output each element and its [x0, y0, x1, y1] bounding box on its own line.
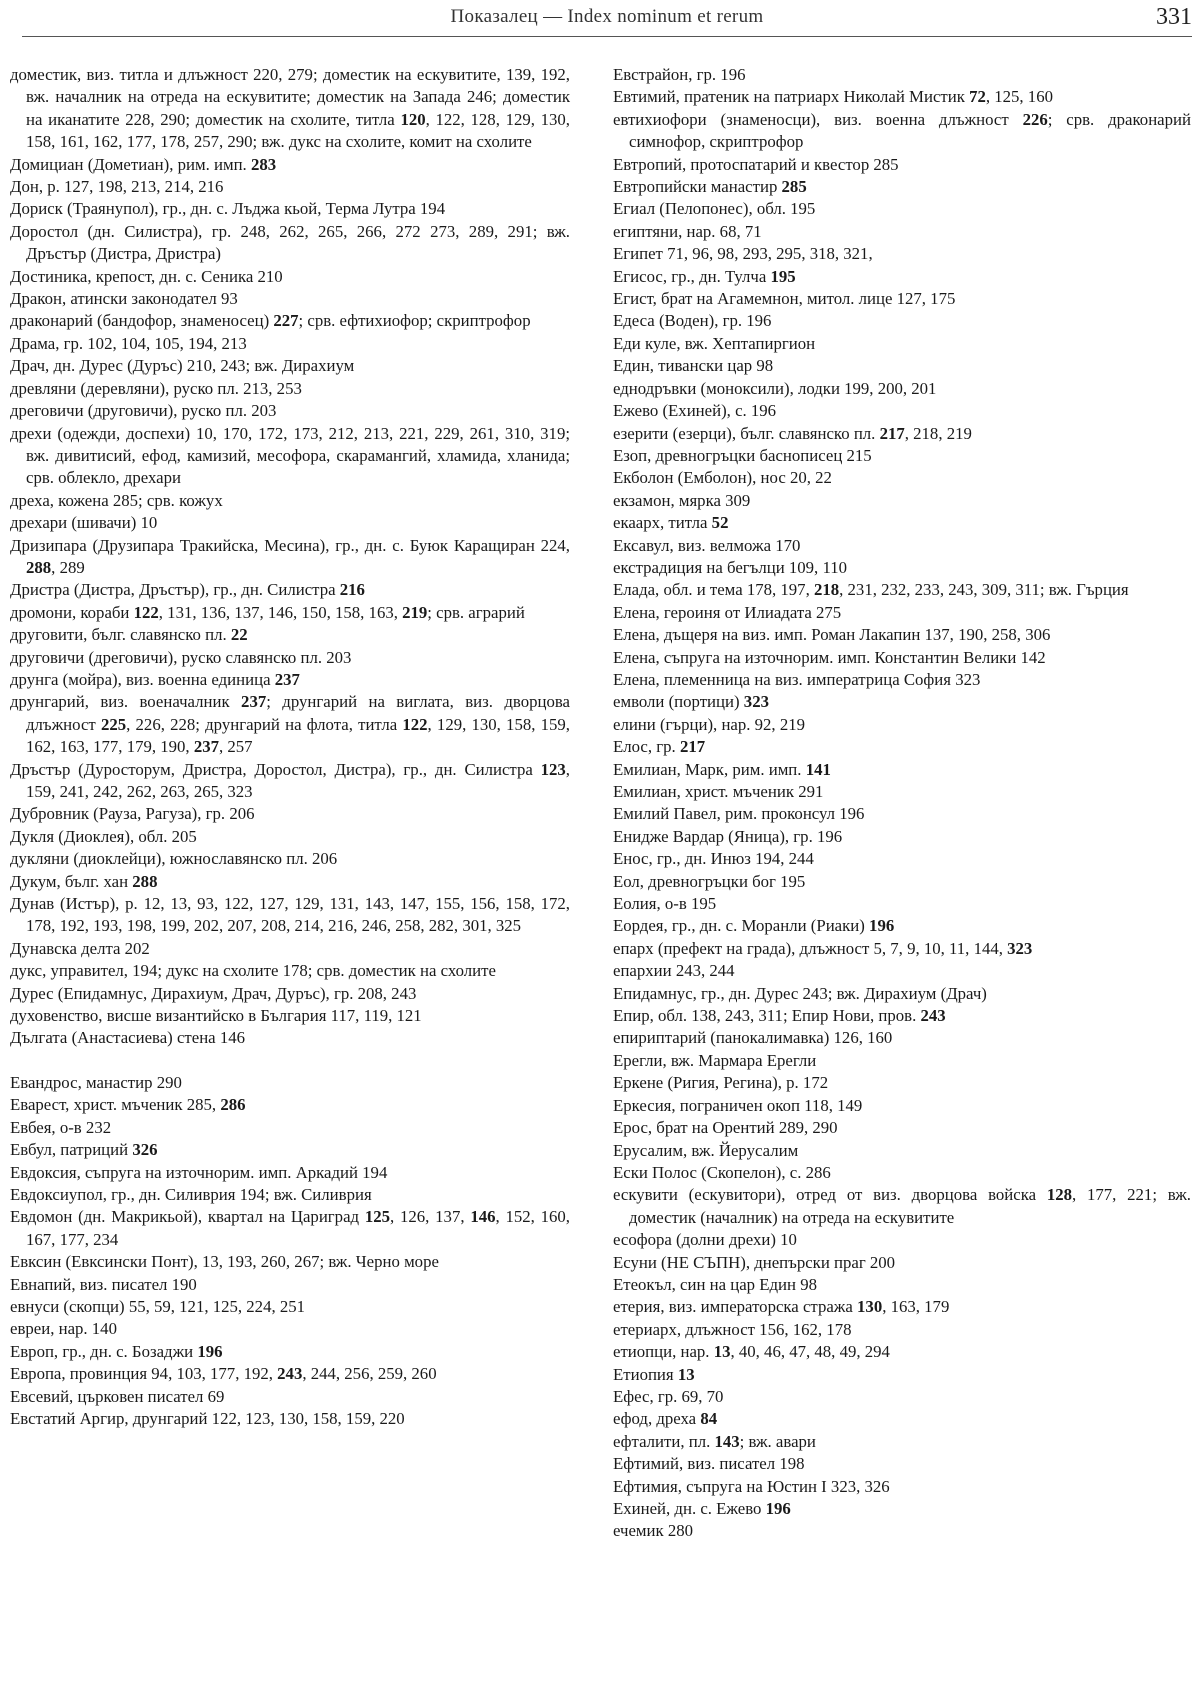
index-entry: Дукум, бълг. хан 288: [10, 871, 158, 891]
index-entry: доместик, виз. титла и длъжност 220, 279; доместик на ескувитите, 139, 192, вж. началник на отреда на ескувитите; доместик на Запада 246; доместик на иканатите 228, 290; доместик на схолите, титла 120, 122, 128, 129, 130, 158, 161, 162, 177, 178, 257, 290; вж. дукс на схолите, комит на схолите: [10, 65, 570, 152]
index-entry: дукляни (диоклейци), южнославянско пл. 206: [10, 849, 338, 869]
index-entry: Етиопия 13: [613, 1364, 695, 1384]
index-entry: Егист, брат на Агамемнон, митол. лице 127, 175: [613, 289, 956, 309]
index-entry: епархии 243, 244: [613, 961, 735, 981]
page-number: 331: [1156, 4, 1192, 30]
index-entry: Достиника, крепост, дн. с. Сеника 210: [10, 266, 283, 286]
index-entry: духовенство, висше византийско в България 117, 119, 121: [10, 1006, 422, 1026]
header-rule: [22, 36, 1192, 37]
index-entry: Евтропий, протоспатарий и квестор 285: [613, 154, 899, 174]
index-entry: Дракон, атински законодател 93: [10, 289, 238, 309]
index-entry: Египет 71, 96, 98, 293, 295, 318, 321,: [613, 244, 873, 264]
page-title: Показалец — Index nominum et rerum: [450, 6, 764, 27]
index-entry: Епир, обл. 138, 243, 311; Епир Нови, пров. 243: [613, 1006, 946, 1026]
index-entry: египтяни, нар. 68, 71: [613, 221, 762, 241]
index-entry: Елена, героиня от Илиадата 275: [613, 602, 842, 622]
index-entry: Евтропийски манастир 285: [613, 177, 807, 197]
index-entry: Емилиан, христ. мъченик 291: [613, 782, 824, 801]
index-entry: дреговичи (друговичи), руско пл. 203: [10, 401, 277, 421]
index-entry: Еварест, христ. мъченик 285, 286: [10, 1095, 246, 1115]
index-entry: друговити, бълг. славянско пл. 22: [10, 625, 248, 645]
index-entry: Дубровник (Рауза, Рагуза), гр. 206: [10, 804, 255, 824]
index-entry: етиопци, нар. 13, 40, 46, 47, 48, 49, 294: [613, 1342, 890, 1362]
index-entry: Егисос, гр., дн. Тулча 195: [613, 266, 796, 286]
index-entry: Дон, р. 127, 198, 213, 214, 216: [10, 177, 224, 197]
index-entry: Евксин (Евксински Понт), 13, 193, 260, 267; вж. Черно море: [10, 1252, 439, 1272]
index-entry: Доростол (дн. Силистра), гр. 248, 262, 265, 266, 272 273, 289, 291; вж. Дръстър (Дистра, Дристра): [10, 221, 570, 264]
index-entry: Енос, гр., дн. Инюз 194, 244: [613, 849, 814, 869]
index-entry: Елена, съпруга на източнорим. имп. Константин Велики 142: [613, 647, 1046, 667]
index-entry: епириптарий (панокалимавка) 126, 160: [613, 1028, 893, 1048]
index-entry: Елада, обл. и тема 178, 197, 218, 231, 232, 233, 243, 309, 311; вж. Гърция: [613, 580, 1129, 600]
index-entry: Евдомон (дн. Макрикьой), квартал на Цариград 125, 126, 137, 146, 152, 160, 167, 177, 234: [10, 1207, 571, 1249]
index-entry: Есуни (НЕ СЪПН), днепърски праг 200: [613, 1252, 896, 1272]
index-entry: Емилий Павел, рим. проконсул 196: [613, 804, 865, 824]
index-entry: Европа, провинция 94, 103, 177, 192, 243, 244, 256, 259, 260: [10, 1364, 437, 1384]
index-entry: Едеса (Воден), гр. 196: [613, 311, 772, 331]
index-entry: Евстрайон, гр. 196: [613, 65, 746, 84]
index-entry: Енидже Вардар (Яница), гр. 196: [613, 826, 843, 846]
index-entry: ефод, дреха 84: [613, 1409, 718, 1429]
index-entry: Еди куле, вж. Хептапиргион: [613, 333, 816, 353]
index-entry: Еркене (Ригия, Регина), р. 172: [613, 1073, 829, 1093]
index-entry: Елос, гр. 217: [613, 737, 706, 757]
index-entry: Драма, гр. 102, 104, 105, 194, 213: [10, 333, 247, 353]
index-entry: Драч, дн. Дурес (Дуръс) 210, 243; вж. Дирахиум: [10, 356, 355, 376]
index-entry: Еордея, гр., дн. с. Моранли (Риаки) 196: [613, 916, 895, 936]
index-entry: Ерусалим, вж. Йерусалим: [613, 1140, 799, 1160]
index-entry: Еолия, о-в 195: [613, 894, 717, 914]
index-entry: есофора (долни дрехи) 10: [613, 1230, 797, 1250]
index-entry: Елена, дъщеря на виз. имп. Роман Лакапин 137, 190, 258, 306: [613, 625, 1051, 645]
index-entry: екзамон, мярка 309: [613, 490, 751, 510]
index-entry: еднодръвки (моноксили), лодки 199, 200, 201: [613, 378, 937, 398]
index-entry: Етеокъл, син на цар Един 98: [613, 1274, 817, 1294]
index-entry: Ерос, брат на Орентий 289, 290: [613, 1118, 838, 1138]
index-entry: Епидамнус, гр., дн. Дурес 243; вж. Дирахиум (Драч): [613, 983, 987, 1003]
index-column-left: [10, 64, 570, 1430]
index-column-right: [613, 64, 1191, 1543]
index-entry: Дориск (Траянупол), гр., дн. с. Лъджа кьой, Терма Лутра 194: [10, 199, 446, 219]
index-entry: евтихиофори (знаменосци), виз. военна длъжност 226; срв. драконарий симнофор, скриптрофор: [613, 109, 1191, 152]
index-entry: Дурес (Епидамнус, Дирахиум, Драч, Дуръс), гр. 208, 243: [10, 983, 417, 1003]
index-entry: ечемик 280: [613, 1521, 694, 1541]
index-entry: Дългата (Анастасиева) стена 146: [10, 1028, 245, 1048]
index-entry: Евбул, патриций 326: [10, 1140, 158, 1160]
index-entry: Дристра (Дистра, Дръстър), гр., дн. Силистра 216: [10, 580, 365, 600]
index-entry: Ески Полос (Скопелон), с. 286: [613, 1162, 831, 1182]
index-entry: Домициан (Дометиан), рим. имп. 283: [10, 154, 277, 174]
page-header: [22, 4, 1192, 44]
index-entry: друговичи (дреговичи), руско славянско пл. 203: [10, 647, 352, 667]
index-entry: Ехиней, дн. с. Ежево 196: [613, 1499, 791, 1518]
index-entry: елини (гърци), нар. 92, 219: [613, 714, 805, 734]
index-entry: Ефес, гр. 69, 70: [613, 1386, 724, 1406]
index-entry: ефталити, пл. 143; вж. авари: [613, 1431, 816, 1451]
index-entry: Елена, племенница на виз. императрица София 323: [613, 669, 981, 689]
index-entry: епарх (префект на града), длъжност 5, 7, 9, 10, 11, 144, 323: [613, 938, 1033, 958]
index-entry: екаарх, титла 52: [613, 513, 729, 533]
index-entry: Евнапий, виз. писател 190: [10, 1274, 197, 1294]
index-entry: друнгарий, виз. военачалник 237; друнгарий на виглата, виз. дворцова длъжност 225, 226, 228; друнгарий на флота, титла 122, 129, 130, 158, 159, 162, 163, 177, 179, 190, 237, 257: [10, 692, 570, 757]
index-entry: емволи (портици) 323: [613, 692, 769, 712]
index-entry: дромони, кораби 122, 131, 136, 137, 146, 150, 158, 163, 219; срв. аграрий: [10, 602, 525, 622]
index-entry: Ексавул, виз. велможа 170: [613, 535, 801, 555]
index-entry: дукс, управител, 194; дукс на схолите 178; срв. доместик на схолите: [10, 961, 496, 981]
index-entry: езерити (езерци), бълг. славянско пл. 217, 218, 219: [613, 423, 972, 443]
index-entry: Дризипара (Друзипара Тракийска, Месина), гр., дн. с. Буюк Каращиран 224, 288, 289: [10, 535, 570, 577]
index-entry: ескувити (ескувитори), отред от виз. дворцова войска 128, 177, 221; вж. доместик (началник) на отреда на ескувитите: [613, 1185, 1191, 1227]
index-entry: етерия, виз. императорска стража 130, 163, 179: [613, 1297, 950, 1317]
index-entry: Дунавска делта 202: [10, 938, 150, 958]
index-entry: Евбея, о-в 232: [10, 1117, 112, 1137]
index-entry: Евсевий, църковен писател 69: [10, 1386, 225, 1406]
index-entry: Емилиан, Марк, рим. имп. 141: [613, 759, 831, 779]
index-entry: Ежево (Ехиней), с. 196: [613, 401, 777, 421]
index-entry: Дунав (Истър), р. 12, 13, 93, 122, 127, 129, 131, 143, 147, 155, 156, 158, 172, 178, 192, 193, 198, 199, 202, 207, 208, 214, 216, 246, 258, 282, 301, 325: [10, 894, 570, 936]
index-entry: Европ, гр., дн. с. Бозаджи 196: [10, 1341, 223, 1361]
index-entry: Еркесия, пограничен окоп 118, 149: [613, 1095, 863, 1115]
index-entry: Ефтимий, виз. писател 198: [613, 1454, 805, 1474]
index-entry: древляни (деревляни), руско пл. 213, 253: [10, 378, 302, 398]
index-entry: екстрадиция на бегълци 109, 110: [613, 557, 847, 577]
index-entry: драконарий (бандофор, знаменосец) 227; срв. ефтихиофор; скриптрофор: [10, 311, 531, 331]
index-entry: евнуси (скопци) 55, 59, 121, 125, 224, 251: [10, 1296, 306, 1316]
index-entry: Дръстър (Дуросторум, Дристра, Доростол, Дистра), гр., дн. Силистра 123, 159, 241, 242, 262, 263, 265, 323: [10, 759, 570, 801]
index-entry: дрехи (одежди, доспехи) 10, 170, 172, 173, 212, 213, 221, 229, 261, 310, 319; вж. дивитисий, ефод, камизий, месофора, скарамангий, хламида, хланида; срв. облекло, дрехари: [10, 423, 570, 488]
index-entry: дрехари (шивачи) 10: [10, 513, 158, 533]
index-entry: Дукля (Диоклея), обл. 205: [10, 826, 197, 846]
index-entry: друнга (мойра), виз. военна единица 237: [10, 669, 300, 689]
index-entry: етериарх, длъжност 156, 162, 178: [613, 1319, 852, 1339]
index-entry: Ерегли, вж. Мармара Ерегли: [613, 1050, 817, 1070]
index-entry: Евандрос, манастир 290: [10, 1072, 182, 1092]
index-entry: Евтимий, пратеник на патриарх Николай Мистик 72, 125, 160: [613, 87, 1053, 107]
index-entry: Ефтимия, съпруга на Юстин I 323, 326: [613, 1476, 890, 1496]
index-entry: Екболон (Емболон), нос 20, 22: [613, 468, 832, 488]
index-entry: Един, тивански цар 98: [613, 356, 774, 376]
index-entry: евреи, нар. 140: [10, 1319, 117, 1339]
index-entry: Еол, древногръцки бог 195: [613, 871, 806, 891]
index-entry: Евстатий Аргир, друнгарий 122, 123, 130, 158, 159, 220: [10, 1408, 405, 1428]
index-entry: Егиал (Пелопонес), обл. 195: [613, 199, 816, 219]
index-entry: дреха, кожена 285; срв. кожух: [10, 490, 223, 510]
index-entry: Евдоксия, съпруга на източнорим. имп. Аркадий 194: [10, 1162, 388, 1182]
index-entry: Езоп, древногръцки баснописец 215: [613, 445, 872, 465]
index-entry: Евдоксиупол, гр., дн. Силиврия 194; вж. Силиврия: [10, 1184, 372, 1204]
letter-section-gap: [10, 1050, 570, 1072]
